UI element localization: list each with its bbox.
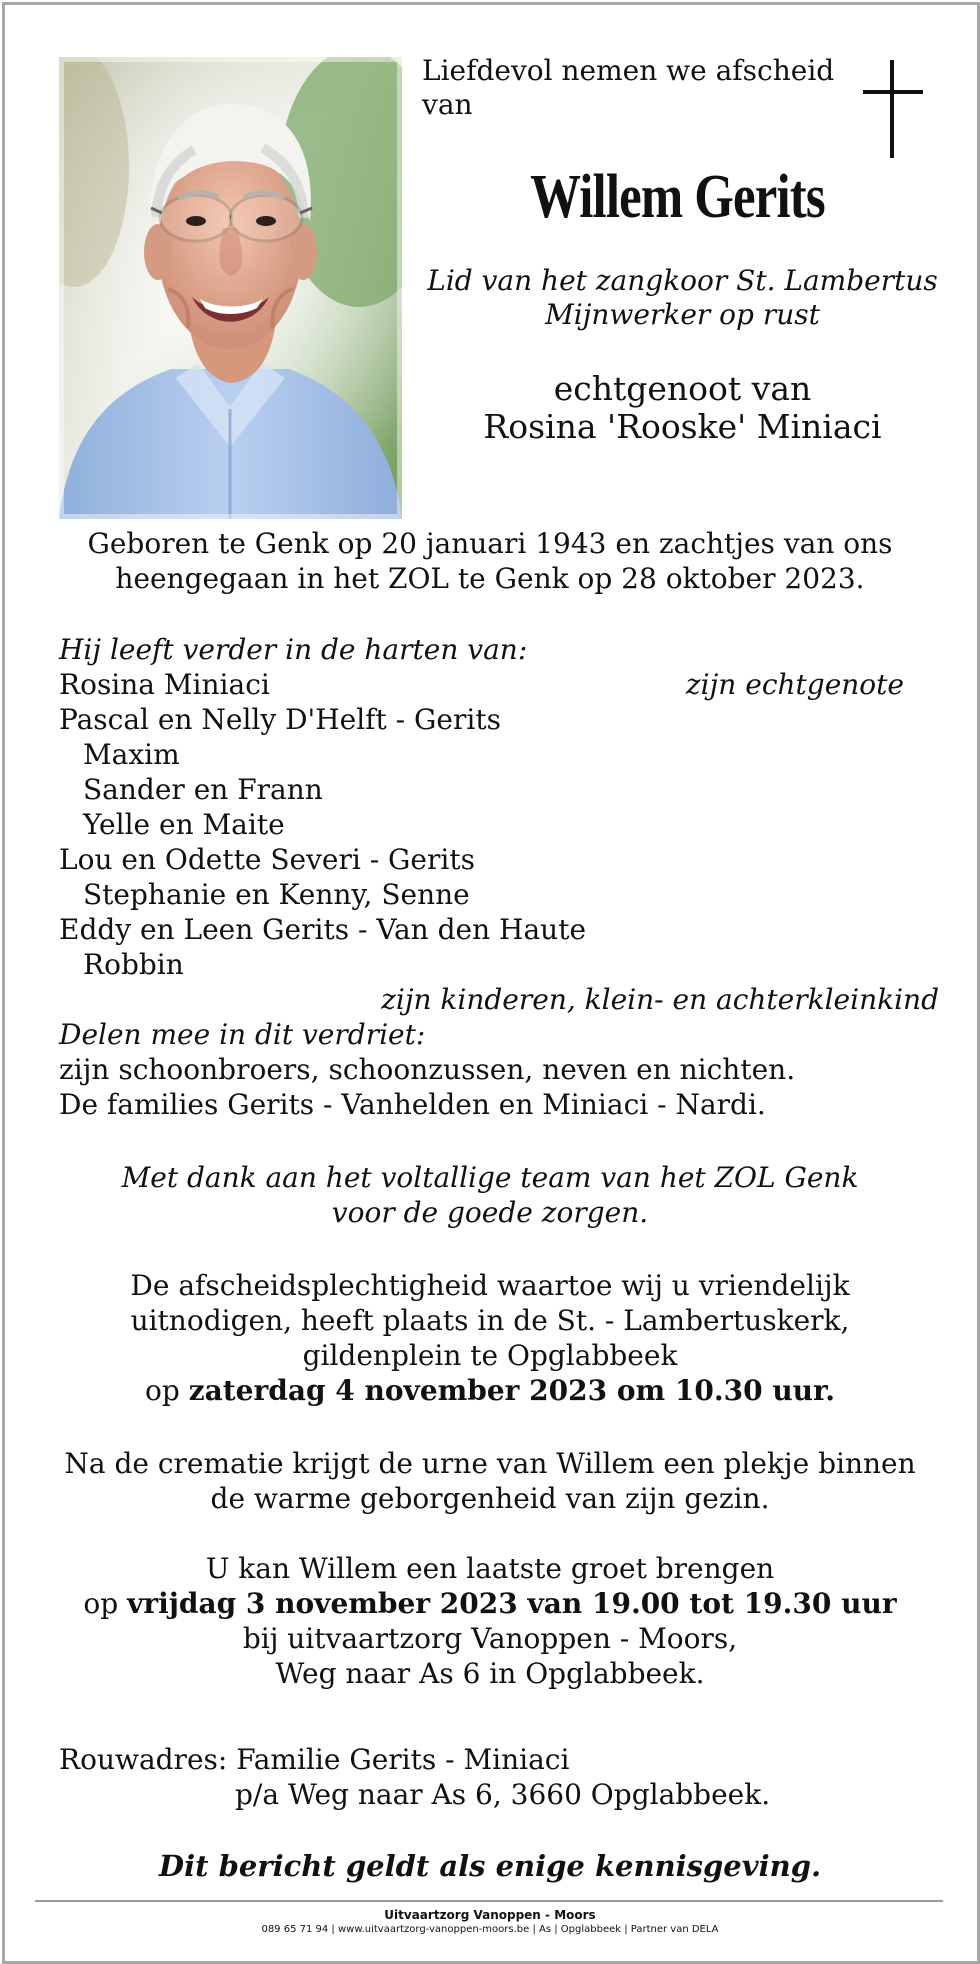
role-line: Lid van het zangkoor St. Lambertus — [427, 264, 938, 297]
viewing-text — [55, 1551, 925, 1691]
viewing-place-line: bij uitvaartzorg Vanoppen - Moors, — [242, 1622, 738, 1655]
portrait-photo — [59, 57, 402, 519]
survivor-spouse-name: Rosina Miniaci — [59, 668, 270, 701]
roles-block — [410, 264, 955, 332]
cremation-line: de warme geborgenheid van zijn gezin. — [210, 1482, 770, 1515]
ceremony-line: De afscheidsplechtigheid waartoe wij u vriendelijk — [130, 1269, 850, 1302]
share-line: zijn schoonbroers, schoonzussen, neven en nichten. — [59, 1053, 796, 1086]
thanks-line: voor de goede zorgen. — [331, 1196, 649, 1229]
intro-text: Liefdevol nemen we afscheid van — [422, 54, 835, 121]
death-line: heengegaan in het ZOL te Genk op 28 oktober 2023. — [115, 562, 865, 595]
thanks-line: Met dank aan het voltallige team van het ZOL Genk — [121, 1161, 859, 1194]
footer-info: 089 65 71 94 | www.uitvaartzorg-vanoppen-moors.be | As | Opglabbeek | Partner van DELA — [261, 1924, 719, 1935]
ceremony-prefix: op — [145, 1374, 180, 1407]
ceremony-line: gildenplein te Opglabbeek — [302, 1339, 678, 1372]
spouse-heading: echtgenoot van — [553, 369, 812, 408]
viewing-place-line: Weg naar As 6 in Opglabbeek. — [275, 1657, 705, 1690]
birth-death-text — [60, 526, 920, 596]
family-line: Robbin — [83, 948, 184, 981]
footer-company: Uitvaartzorg Vanoppen - Moors — [384, 1908, 596, 1922]
children-note: zijn kinderen, klein- en achterkleinkind — [381, 983, 939, 1016]
address-line-2: p/a Weg naar As 6, 3660 Opglabbeek. — [235, 1778, 771, 1811]
family-line: Sander en Frann — [83, 773, 323, 806]
cremation-text — [55, 1446, 925, 1516]
ceremony-line: uitnodigen, heeft plaats in de St. - Lambertuskerk, — [130, 1304, 850, 1337]
family-line: Lou en Odette Severi - Gerits — [59, 843, 475, 876]
viewing-prefix: op — [83, 1587, 119, 1620]
footer-divider — [35, 1900, 943, 1902]
spouse-block — [410, 370, 955, 446]
viewing-date: vrijdag 3 november 2023 van 19.00 tot 19.30 uur — [127, 1587, 897, 1620]
family-line: Pascal en Nelly D'Helft - Gerits — [59, 703, 501, 736]
ceremony-date: zaterdag 4 november 2023 om 10.30 uur. — [188, 1374, 835, 1407]
share-line: De families Gerits - Vanhelden en Miniaci - Nardi. — [59, 1088, 766, 1121]
survivors-heading: Hij leeft verder in de harten van: — [59, 633, 528, 666]
survivors-list — [59, 632, 939, 1122]
family-line: Yelle en Maite — [83, 808, 285, 841]
ceremony-text — [55, 1268, 925, 1408]
deceased-name: Willem Gerits — [530, 163, 825, 231]
viewing-line: U kan Willem een laatste groet brengen — [205, 1552, 775, 1585]
mourning-address — [59, 1742, 929, 1812]
share-heading: Delen mee in dit verdriet: — [59, 1018, 426, 1051]
cremation-line: Na de crematie krijgt de urne van Willem een plekje binnen — [64, 1447, 916, 1480]
family-line: Stephanie en Kenny, Senne — [83, 878, 470, 911]
survivor-spouse-role: zijn echtgenote — [685, 668, 904, 701]
notice-text: Dit bericht geldt als enige kennisgeving. — [158, 1849, 822, 1883]
survivor-spouse-row — [59, 667, 939, 702]
role-line: Mijnwerker op rust — [545, 298, 820, 331]
address-line-1: Rouwadres: Familie Gerits - Miniaci — [59, 1743, 570, 1776]
family-line: Eddy en Leen Gerits - Van den Haute — [59, 913, 587, 946]
birth-line: Geboren te Genk op 20 januari 1943 en zachtjes van ons — [87, 527, 893, 560]
family-line: Maxim — [83, 738, 180, 771]
thanks-text — [55, 1160, 925, 1230]
spouse-name: Rosina 'Rooske' Miniaci — [483, 407, 882, 446]
cross-icon — [863, 60, 923, 160]
ceremony-date-line — [55, 1373, 925, 1408]
viewing-date-line — [55, 1586, 925, 1621]
